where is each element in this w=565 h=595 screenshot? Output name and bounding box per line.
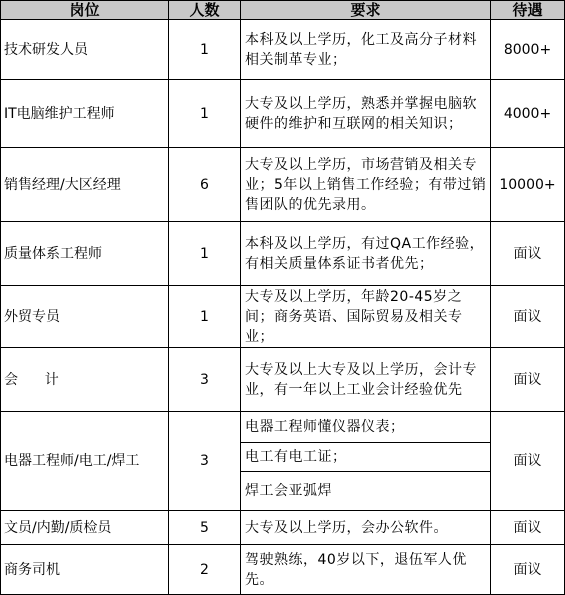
requirement-cell [241, 412, 491, 511]
requirement-cell: 本科及以上学历，化工及高分子材料相关制革专业； [241, 20, 491, 80]
count-cell: 1 [169, 80, 241, 148]
count-cell: 1 [169, 222, 241, 286]
requirement-cell: 驾驶熟练，40岁以下，退伍军人优先。 [241, 545, 491, 595]
requirement-cell: 大专及以上学历，会办公软件。 [241, 511, 491, 545]
count-cell: 1 [169, 286, 241, 348]
position-cell: 电器工程师/电工/焊工 [1, 412, 169, 511]
table-row [1, 545, 565, 595]
header-requirement: 要求 [241, 1, 491, 20]
requirement-subline: 电工有电工证； [241, 443, 490, 472]
position-cell: 文员/内勤/质检员 [1, 511, 169, 545]
table-row [1, 148, 565, 222]
count-cell: 3 [169, 348, 241, 412]
requirement-subline: 电器工程师懂仪器仪表； [241, 412, 490, 443]
count-cell: 1 [169, 20, 241, 80]
salary-cell: 面议 [491, 348, 565, 412]
table-row [1, 80, 565, 148]
salary-cell: 面议 [491, 511, 565, 545]
table-row [1, 348, 565, 412]
count-cell: 2 [169, 545, 241, 595]
requirement-cell: 大专及以上大专及以上学历，会计专业，有一年以上工业会计经验优先 [241, 348, 491, 412]
header-position: 岗位 [1, 1, 169, 20]
position-cell: 质量体系工程师 [1, 222, 169, 286]
count-cell: 3 [169, 412, 241, 511]
requirement-cell: 大专及以上学历，熟悉并掌握电脑软硬件的维护和互联网的相关知识； [241, 80, 491, 148]
count-cell: 5 [169, 511, 241, 545]
table-row [1, 412, 565, 511]
salary-cell: 8000+ [491, 20, 565, 80]
salary-cell: 面议 [491, 412, 565, 511]
header-salary: 待遇 [491, 1, 565, 20]
position-cell: 技术研发人员 [1, 20, 169, 80]
requirement-cell: 本科及以上学历，有过QA工作经验，有相关质量体系证书者优先； [241, 222, 491, 286]
salary-cell: 10000+ [491, 148, 565, 222]
salary-cell: 4000+ [491, 80, 565, 148]
count-cell: 6 [169, 148, 241, 222]
salary-cell: 面议 [491, 286, 565, 348]
salary-cell: 面议 [491, 545, 565, 595]
header-row [1, 1, 565, 20]
table-row [1, 286, 565, 348]
position-cell: IT电脑维护工程师 [1, 80, 169, 148]
table-row [1, 222, 565, 286]
table-row [1, 20, 565, 80]
requirement-cell: 大专及以上学历，市场营销及相关专业；5年以上销售工作经验；有带过销售团队的优先录用。 [241, 148, 491, 222]
requirement-subline: 焊工会亚弧焊 [245, 483, 332, 499]
position-cell: 商务司机 [1, 545, 169, 595]
table-row [1, 511, 565, 545]
requirement-cell: 大专及以上学历，年龄20-45岁之间；商务英语、国际贸易及相关专业； [241, 286, 491, 348]
position-cell: 外贸专员 [1, 286, 169, 348]
position-cell: 会 计 [1, 348, 169, 412]
header-count: 人数 [169, 1, 241, 20]
position-cell: 销售经理/大区经理 [1, 148, 169, 222]
salary-cell: 面议 [491, 222, 565, 286]
